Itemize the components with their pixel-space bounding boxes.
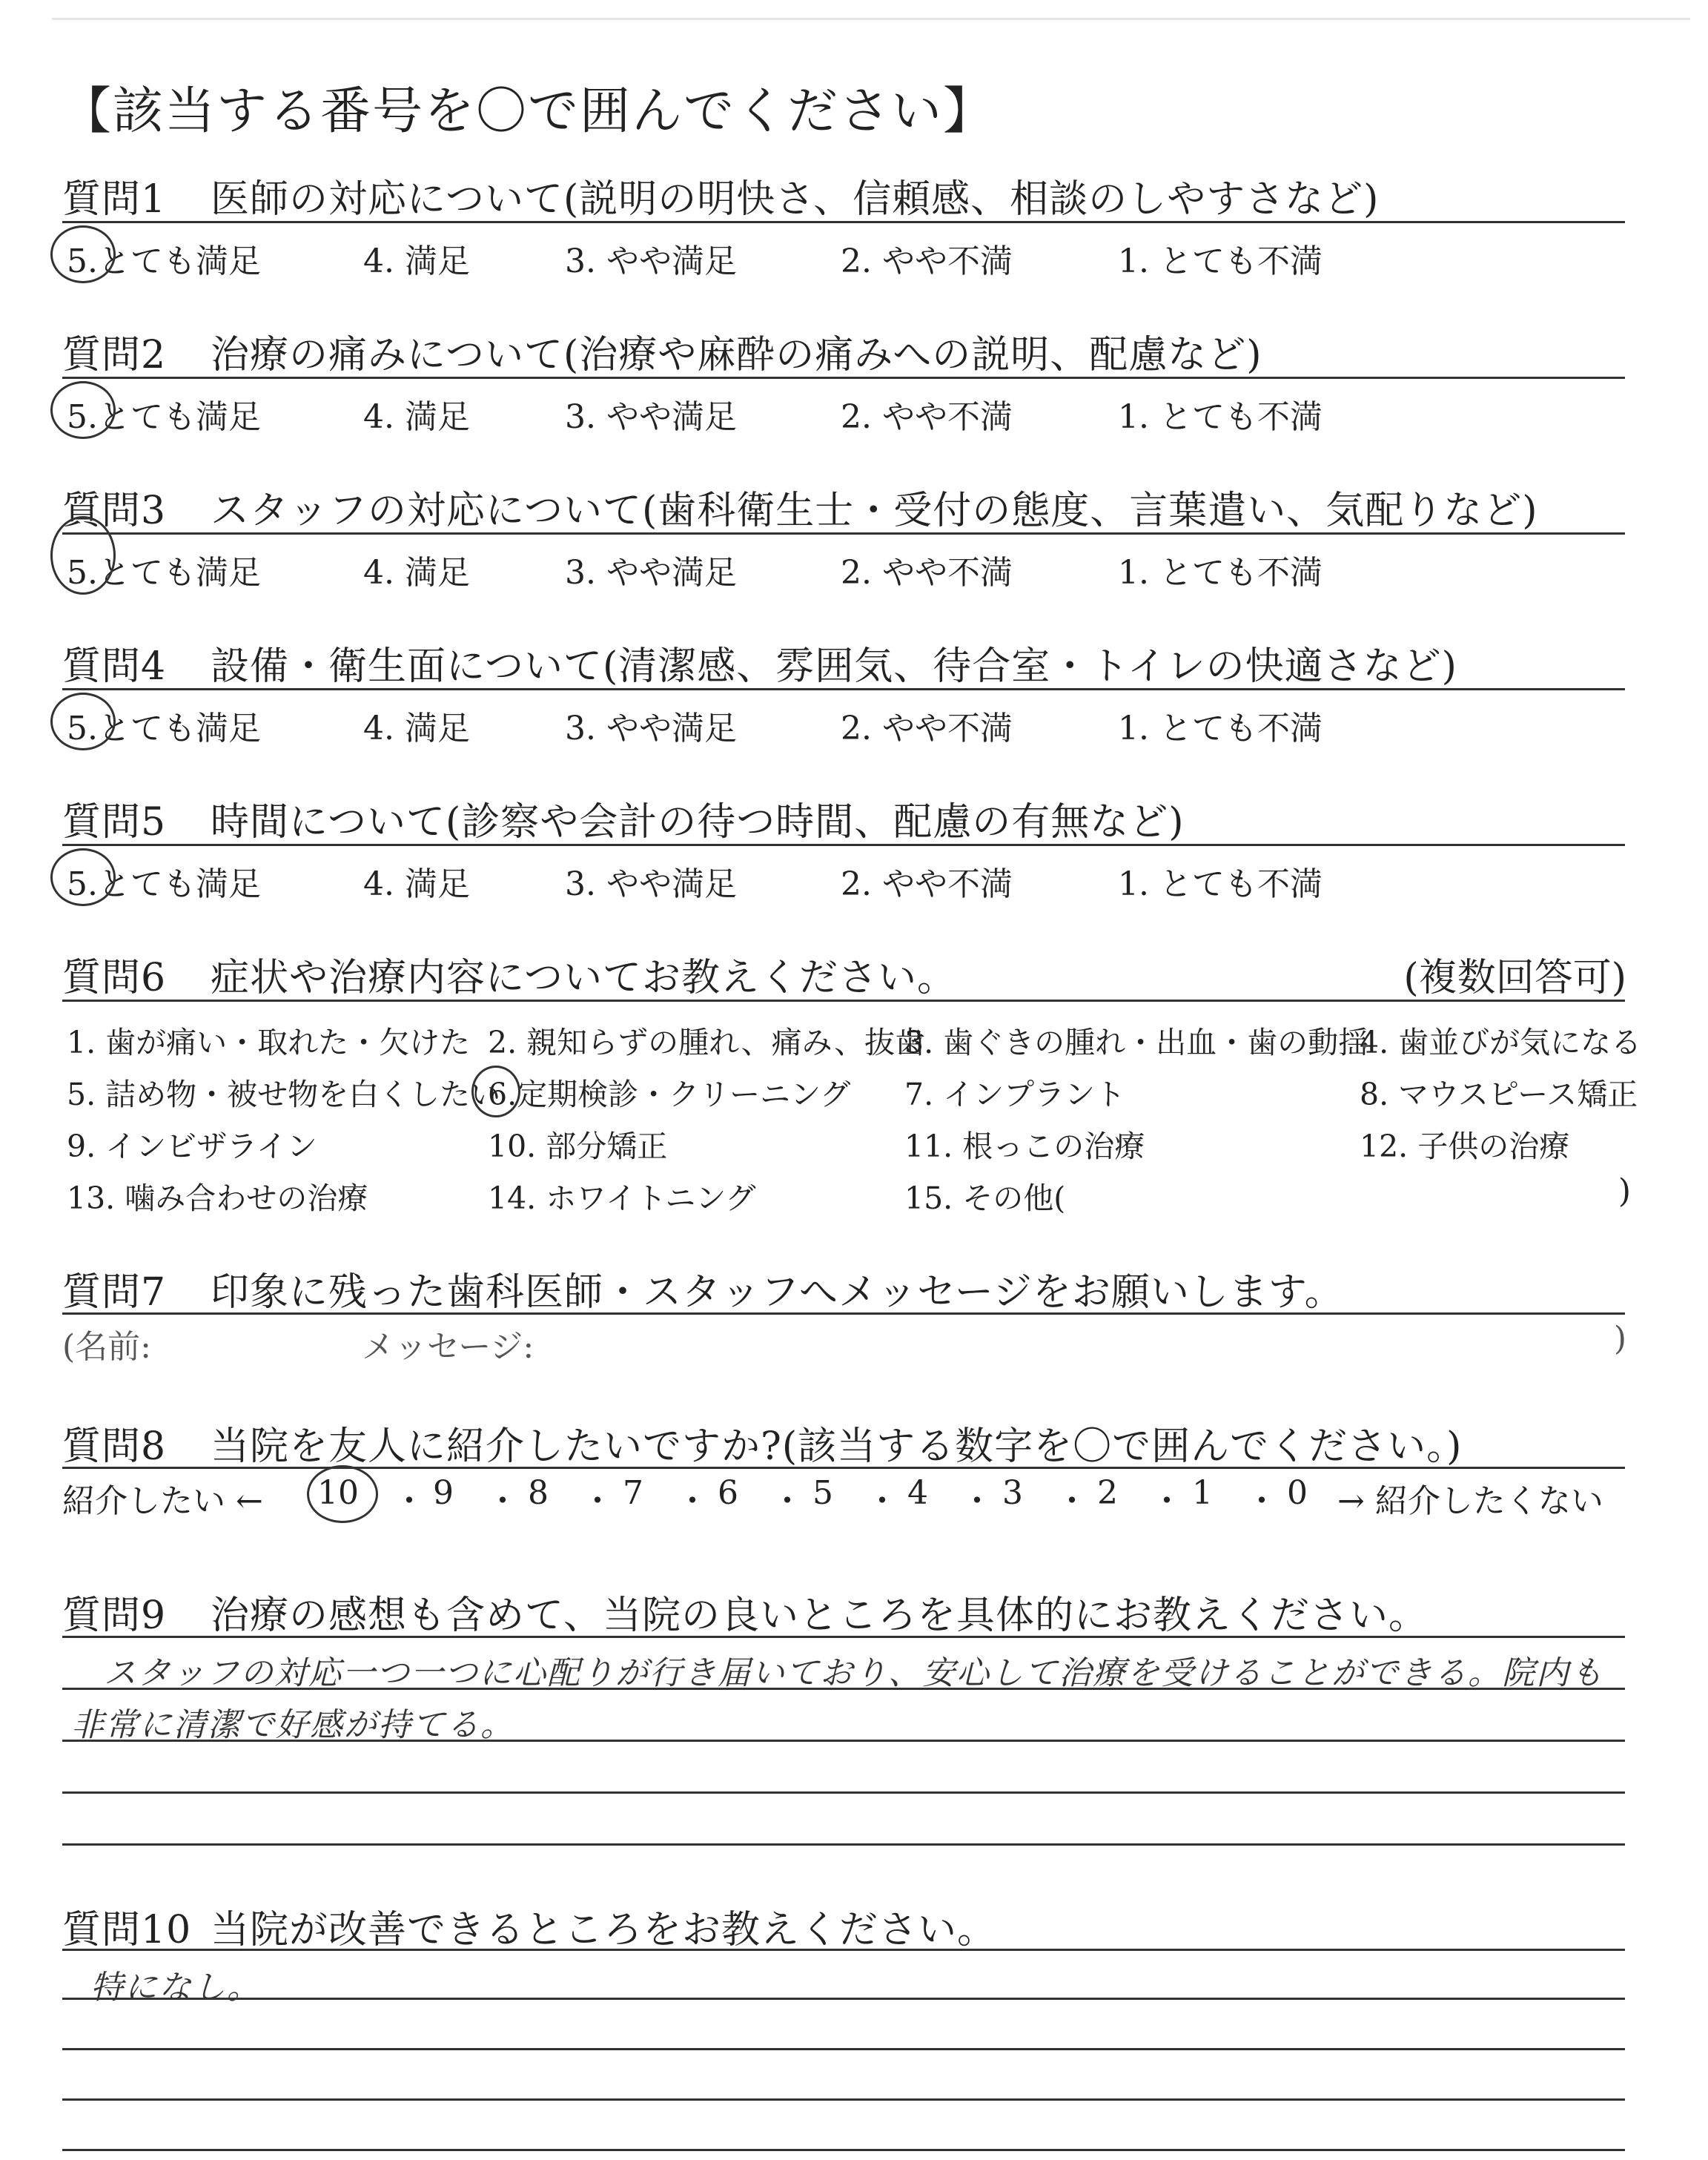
answer-line: [62, 2149, 1625, 2151]
question-title: [62, 1415, 1462, 1470]
question-number: 質問2: [62, 333, 167, 377]
other-close-paren: ): [1618, 1172, 1631, 1210]
symptom-option[interactable]: 4. 歯並びが気になる: [1360, 1025, 1642, 1060]
question-title: [62, 635, 1457, 690]
question-text: 印象に残った歯科医師・スタッフへメッセージをお願いします。: [211, 1270, 1344, 1315]
symptom-option[interactable]: 9. インビザライン: [67, 1129, 317, 1164]
question-number: 質問7: [62, 1270, 167, 1315]
question-text: 症状や治療内容についてお教えください。: [211, 956, 956, 1000]
option-1[interactable]: 1. とても不満: [1118, 554, 1323, 592]
question-title: [62, 323, 1262, 379]
scale-option[interactable]: 3: [1002, 1474, 1023, 1512]
symptom-option[interactable]: 13. 噛み合わせの治療: [67, 1180, 368, 1216]
symptom-option[interactable]: 5. 詰め物・被せ物を白くしたい: [67, 1077, 501, 1112]
scale-separator: ・: [1151, 1482, 1183, 1520]
scale-separator: ・: [1056, 1482, 1088, 1520]
option-1[interactable]: 1. とても不満: [1118, 242, 1323, 280]
divider: [62, 844, 1625, 846]
answer-line: [62, 1791, 1625, 1794]
question-text: 当院が改善できるところをお教えください。: [211, 1908, 997, 1952]
option-4[interactable]: 4. 満足: [363, 710, 470, 747]
symptom-options: [67, 1011, 1642, 1233]
symptom-option[interactable]: 8. マウスピース矯正: [1360, 1077, 1638, 1112]
option-3[interactable]: 3. やや満足: [565, 554, 737, 592]
question-number: 質問5: [62, 800, 167, 845]
scale-option[interactable]: 0: [1287, 1474, 1308, 1512]
divider: [62, 1636, 1625, 1638]
page-header: 【該当する番号を〇で囲んでください】: [61, 82, 996, 141]
answer-line: [62, 2048, 1625, 2050]
divider: [62, 1312, 1625, 1315]
divider: [62, 688, 1625, 690]
option-1[interactable]: 1. とても不満: [1118, 710, 1323, 747]
message-close-paren: ): [1613, 1320, 1626, 1358]
scale-option[interactable]: 6: [718, 1474, 738, 1512]
scale-option[interactable]: 4: [907, 1474, 928, 1512]
question-number: 質問10: [62, 1908, 192, 1952]
option-2[interactable]: 2. やや不満: [841, 242, 1013, 280]
option-2[interactable]: 2. やや不満: [841, 865, 1013, 903]
handwritten-answer-line: スタッフの対応一つ一つに心配りが行き届いており、安心して治療を受けることができる。院内も: [104, 1654, 1604, 1692]
divider: [62, 1000, 1625, 1002]
option-3[interactable]: 3. やや満足: [565, 242, 737, 280]
question-number: 質問3: [62, 489, 167, 533]
question-text: 設備・衛生面について(清潔感、雰囲気、待合室・トイレの快適さなど): [211, 644, 1457, 689]
option-4[interactable]: 4. 満足: [363, 242, 470, 280]
option-2[interactable]: 2. やや不満: [841, 554, 1013, 592]
option-1[interactable]: 1. とても不満: [1118, 398, 1323, 436]
scale-separator: ・: [771, 1482, 804, 1520]
question-title: [62, 1261, 1344, 1316]
option-5[interactable]: 5.とても満足: [67, 242, 261, 280]
answer-line: [62, 1843, 1625, 1846]
symptom-option[interactable]: 10. 部分矯正: [488, 1129, 668, 1164]
name-label: (名前:: [62, 1328, 151, 1366]
question-number: 質問4: [62, 644, 167, 689]
symptom-option[interactable]: 6.定期検診・クリーニング: [488, 1077, 851, 1112]
scale-left-label: 紹介したい ←: [62, 1482, 263, 1520]
question-title: [62, 1898, 996, 1954]
scale-option[interactable]: 10: [317, 1474, 359, 1512]
multiple-answers-note: (複数回答可): [1403, 956, 1626, 1000]
symptom-option[interactable]: 12. 子供の治療: [1360, 1129, 1570, 1164]
scale-separator: ・: [866, 1482, 898, 1520]
handwritten-answer-line: 非常に清潔で好感が持てる。: [71, 1706, 514, 1744]
scale-separator: ・: [961, 1482, 993, 1520]
option-2[interactable]: 2. やや不満: [841, 710, 1013, 747]
question-title: [62, 168, 1379, 223]
scale-separator: ・: [676, 1482, 709, 1520]
message-label: メッセージ:: [362, 1328, 534, 1366]
symptom-option[interactable]: 14. ホワイトニング: [488, 1180, 756, 1216]
question-number: 質問1: [62, 177, 167, 222]
symptom-option[interactable]: 1. 歯が痛い・取れた・欠けた: [67, 1025, 471, 1060]
divider: [62, 221, 1625, 223]
question-number: 質問9: [62, 1593, 167, 1638]
symptom-option[interactable]: 11. 根っこの治療: [904, 1129, 1145, 1164]
option-5[interactable]: 5.とても満足: [67, 865, 261, 903]
scale-separator: ・: [1245, 1482, 1278, 1520]
question-text: スタッフの対応について(歯科衛生士・受付の態度、言葉遣い、気配りなど): [211, 489, 1538, 533]
top-border: [52, 18, 1690, 20]
answer-line: [62, 1998, 1625, 2000]
scale-option[interactable]: 7: [623, 1474, 643, 1512]
option-5[interactable]: 5.とても満足: [67, 554, 261, 592]
symptom-option[interactable]: 2. 親知らずの腫れ、痛み、抜歯: [488, 1025, 926, 1060]
scale-right-label: → 紹介したくない: [1337, 1482, 1603, 1520]
question-text: 治療の痛みについて(治療や麻酔の痛みへの説明、配慮など): [211, 333, 1262, 377]
symptom-option[interactable]: 15. その他(: [904, 1180, 1066, 1216]
question-number: 質問8: [62, 1424, 167, 1469]
question-title: [62, 479, 1538, 535]
question-title: [62, 1584, 1428, 1639]
question-text: 当院を友人に紹介したいですか?(該当する数字を〇で囲んでください。): [211, 1424, 1463, 1469]
scale-separator: ・: [581, 1482, 614, 1520]
divider: [62, 1467, 1625, 1469]
option-5[interactable]: 5.とても満足: [67, 398, 261, 436]
option-4[interactable]: 4. 満足: [363, 554, 470, 592]
scale-separator: ・: [393, 1482, 426, 1520]
question-title: [62, 790, 1185, 846]
symptom-option[interactable]: 7. インプラント: [904, 1077, 1126, 1112]
scale-separator: ・: [486, 1482, 519, 1520]
option-3[interactable]: 3. やや満足: [565, 865, 737, 903]
symptom-option[interactable]: 3. 歯ぐきの腫れ・出血・歯の動揺: [904, 1025, 1369, 1060]
answer-line: [62, 2098, 1625, 2101]
option-3[interactable]: 3. やや満足: [565, 710, 737, 747]
option-1[interactable]: 1. とても不満: [1118, 865, 1323, 903]
question-number: 質問6: [62, 956, 167, 1000]
question-text: 医師の対応について(説明の明快さ、信頼感、相談のしやすさなど): [211, 177, 1380, 222]
option-3[interactable]: 3. やや満足: [565, 398, 737, 436]
scale-option[interactable]: 2: [1097, 1474, 1118, 1512]
question-title: [62, 946, 956, 1002]
option-4[interactable]: 4. 満足: [363, 865, 470, 903]
divider: [62, 377, 1625, 379]
option-2[interactable]: 2. やや不満: [841, 398, 1013, 436]
scale-option[interactable]: 1: [1192, 1474, 1213, 1512]
handwritten-answer-line: 特になし。: [90, 1969, 261, 2007]
option-5[interactable]: 5.とても満足: [67, 710, 261, 747]
scale-option[interactable]: 8: [528, 1474, 549, 1512]
scale-option[interactable]: 9: [433, 1474, 454, 1512]
scale-option[interactable]: 5: [812, 1474, 833, 1512]
option-4[interactable]: 4. 満足: [363, 398, 470, 436]
divider: [62, 532, 1625, 535]
divider: [62, 1949, 1625, 1951]
question-text: 治療の感想も含めて、当院の良いところを具体的にお教えください。: [211, 1593, 1428, 1638]
question-text: 時間について(診察や会計の待つ時間、配慮の有無など): [211, 800, 1185, 845]
